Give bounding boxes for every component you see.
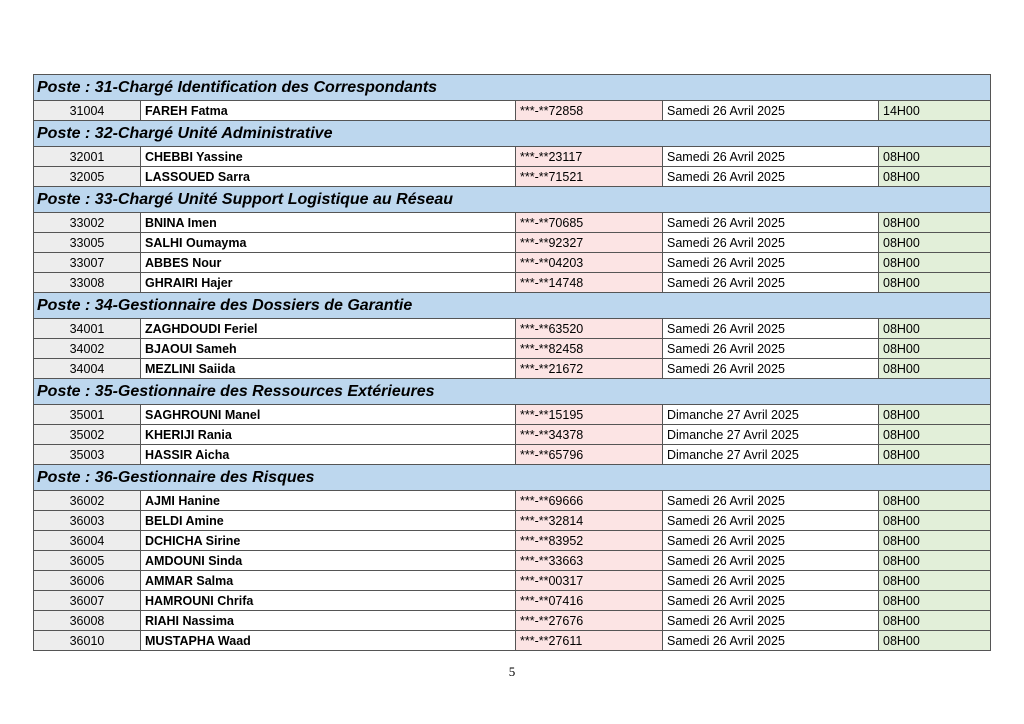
table-row (34, 253, 991, 273)
candidate-id-masked: ***-**33663 (516, 551, 663, 571)
section-header (34, 75, 991, 101)
section-header (34, 379, 991, 405)
exam-time: 08H00 (879, 611, 991, 631)
exam-date: Samedi 26 Avril 2025 (663, 233, 879, 253)
exam-time: 08H00 (879, 511, 991, 531)
table-row (34, 611, 991, 631)
candidate-id-masked: ***-**82458 (516, 339, 663, 359)
exam-date: Samedi 26 Avril 2025 (663, 631, 879, 651)
candidate-code: 31004 (34, 101, 141, 121)
exam-time: 14H00 (879, 101, 991, 121)
exam-date: Dimanche 27 Avril 2025 (663, 425, 879, 445)
candidate-id-masked: ***-**65796 (516, 445, 663, 465)
exam-date: Samedi 26 Avril 2025 (663, 273, 879, 293)
candidate-id-masked: ***-**71521 (516, 167, 663, 187)
candidate-code: 36010 (34, 631, 141, 651)
candidate-code: 36005 (34, 551, 141, 571)
exam-date: Samedi 26 Avril 2025 (663, 101, 879, 121)
table-row (34, 551, 991, 571)
table-row (34, 531, 991, 551)
candidate-code: 33007 (34, 253, 141, 273)
candidate-name: AJMI Hanine (141, 491, 516, 511)
exam-time: 08H00 (879, 425, 991, 445)
candidate-id-masked: ***-**83952 (516, 531, 663, 551)
table-row (34, 571, 991, 591)
exam-date: Samedi 26 Avril 2025 (663, 571, 879, 591)
candidate-code: 32005 (34, 167, 141, 187)
candidate-code: 36007 (34, 591, 141, 611)
exam-time: 08H00 (879, 253, 991, 273)
table-row (34, 339, 991, 359)
exam-date: Samedi 26 Avril 2025 (663, 213, 879, 233)
candidate-code: 36004 (34, 531, 141, 551)
candidate-id-masked: ***-**63520 (516, 319, 663, 339)
exam-date: Samedi 26 Avril 2025 (663, 147, 879, 167)
candidate-name: SALHI Oumayma (141, 233, 516, 253)
exam-date: Samedi 26 Avril 2025 (663, 359, 879, 379)
exam-time: 08H00 (879, 359, 991, 379)
candidate-name: BELDI Amine (141, 511, 516, 531)
candidate-id-masked: ***-**21672 (516, 359, 663, 379)
candidate-name: LASSOUED Sarra (141, 167, 516, 187)
section-title: Poste : 36-Gestionnaire des Risques (34, 465, 991, 491)
candidate-id-masked: ***-**70685 (516, 213, 663, 233)
exam-date: Samedi 26 Avril 2025 (663, 253, 879, 273)
candidate-id-masked: ***-**14748 (516, 273, 663, 293)
candidate-name: RIAHI Nassima (141, 611, 516, 631)
section-title: Poste : 34-Gestionnaire des Dossiers de Garantie (34, 293, 991, 319)
section-header (34, 187, 991, 213)
table-row (34, 425, 991, 445)
exam-date: Samedi 26 Avril 2025 (663, 167, 879, 187)
exam-date: Dimanche 27 Avril 2025 (663, 445, 879, 465)
table-row (34, 147, 991, 167)
candidate-id-masked: ***-**92327 (516, 233, 663, 253)
candidate-name: HASSIR Aicha (141, 445, 516, 465)
exam-date: Samedi 26 Avril 2025 (663, 591, 879, 611)
exam-time: 08H00 (879, 273, 991, 293)
candidates-table (33, 74, 991, 651)
candidate-id-masked: ***-**32814 (516, 511, 663, 531)
candidate-code: 35002 (34, 425, 141, 445)
candidate-name: MEZLINI Saiida (141, 359, 516, 379)
candidate-id-masked: ***-**34378 (516, 425, 663, 445)
candidate-name: AMMAR Salma (141, 571, 516, 591)
exam-time: 08H00 (879, 167, 991, 187)
candidate-code: 32001 (34, 147, 141, 167)
candidate-code: 36008 (34, 611, 141, 631)
candidate-id-masked: ***-**07416 (516, 591, 663, 611)
table-row (34, 273, 991, 293)
section-header (34, 293, 991, 319)
table-row (34, 359, 991, 379)
exam-time: 08H00 (879, 319, 991, 339)
exam-time: 08H00 (879, 213, 991, 233)
candidate-code: 35003 (34, 445, 141, 465)
exam-time: 08H00 (879, 445, 991, 465)
candidate-code: 35001 (34, 405, 141, 425)
candidate-id-masked: ***-**27611 (516, 631, 663, 651)
exam-time: 08H00 (879, 491, 991, 511)
table-row (34, 213, 991, 233)
candidate-id-masked: ***-**72858 (516, 101, 663, 121)
candidate-code: 34001 (34, 319, 141, 339)
table-row (34, 167, 991, 187)
table-body (34, 75, 991, 651)
candidate-code: 33008 (34, 273, 141, 293)
candidate-name: BNINA Imen (141, 213, 516, 233)
candidate-name: SAGHROUNI Manel (141, 405, 516, 425)
candidate-code: 33005 (34, 233, 141, 253)
exam-date: Samedi 26 Avril 2025 (663, 319, 879, 339)
candidate-code: 34004 (34, 359, 141, 379)
exam-time: 08H00 (879, 551, 991, 571)
table-row (34, 511, 991, 531)
candidate-name: ABBES Nour (141, 253, 516, 273)
candidate-name: HAMROUNI Chrifa (141, 591, 516, 611)
candidate-code: 33002 (34, 213, 141, 233)
page-number: 5 (508, 664, 516, 679)
exam-time: 08H00 (879, 233, 991, 253)
candidate-id-masked: ***-**04203 (516, 253, 663, 273)
exam-time: 08H00 (879, 571, 991, 591)
candidate-code: 36006 (34, 571, 141, 591)
exam-date: Samedi 26 Avril 2025 (663, 339, 879, 359)
candidate-name: FAREH Fatma (141, 101, 516, 121)
candidate-name: AMDOUNI Sinda (141, 551, 516, 571)
candidate-name: GHRAIRI Hajer (141, 273, 516, 293)
table-row (34, 233, 991, 253)
candidate-id-masked: ***-**15195 (516, 405, 663, 425)
table-row (34, 591, 991, 611)
candidate-code: 34002 (34, 339, 141, 359)
table-row (34, 101, 991, 121)
exam-date: Samedi 26 Avril 2025 (663, 491, 879, 511)
candidate-id-masked: ***-**69666 (516, 491, 663, 511)
table-row (34, 631, 991, 651)
section-title: Poste : 33-Chargé Unité Support Logistique au Réseau (34, 187, 991, 213)
exam-time: 08H00 (879, 631, 991, 651)
exam-time: 08H00 (879, 339, 991, 359)
exam-date: Dimanche 27 Avril 2025 (663, 405, 879, 425)
candidate-name: KHERIJI Rania (141, 425, 516, 445)
candidate-code: 36002 (34, 491, 141, 511)
table-row (34, 319, 991, 339)
exam-date: Samedi 26 Avril 2025 (663, 611, 879, 631)
candidate-id-masked: ***-**23117 (516, 147, 663, 167)
exam-time: 08H00 (879, 147, 991, 167)
candidate-code: 36003 (34, 511, 141, 531)
table-row (34, 405, 991, 425)
exam-date: Samedi 26 Avril 2025 (663, 551, 879, 571)
section-header (34, 121, 991, 147)
exam-time: 08H00 (879, 531, 991, 551)
exam-date: Samedi 26 Avril 2025 (663, 511, 879, 531)
section-title: Poste : 35-Gestionnaire des Ressources Extérieures (34, 379, 991, 405)
candidate-id-masked: ***-**00317 (516, 571, 663, 591)
candidate-name: MUSTAPHA Waad (141, 631, 516, 651)
candidate-name: CHEBBI Yassine (141, 147, 516, 167)
exam-time: 08H00 (879, 591, 991, 611)
section-title: Poste : 31-Chargé Identification des Correspondants (34, 75, 991, 101)
table-row (34, 491, 991, 511)
candidate-name: DCHICHA Sirine (141, 531, 516, 551)
candidate-id-masked: ***-**27676 (516, 611, 663, 631)
section-header (34, 465, 991, 491)
exam-date: Samedi 26 Avril 2025 (663, 531, 879, 551)
table-row (34, 445, 991, 465)
candidate-name: BJAOUI Sameh (141, 339, 516, 359)
exam-time: 08H00 (879, 405, 991, 425)
candidate-name: ZAGHDOUDI Feriel (141, 319, 516, 339)
section-title: Poste : 32-Chargé Unité Administrative (34, 121, 991, 147)
